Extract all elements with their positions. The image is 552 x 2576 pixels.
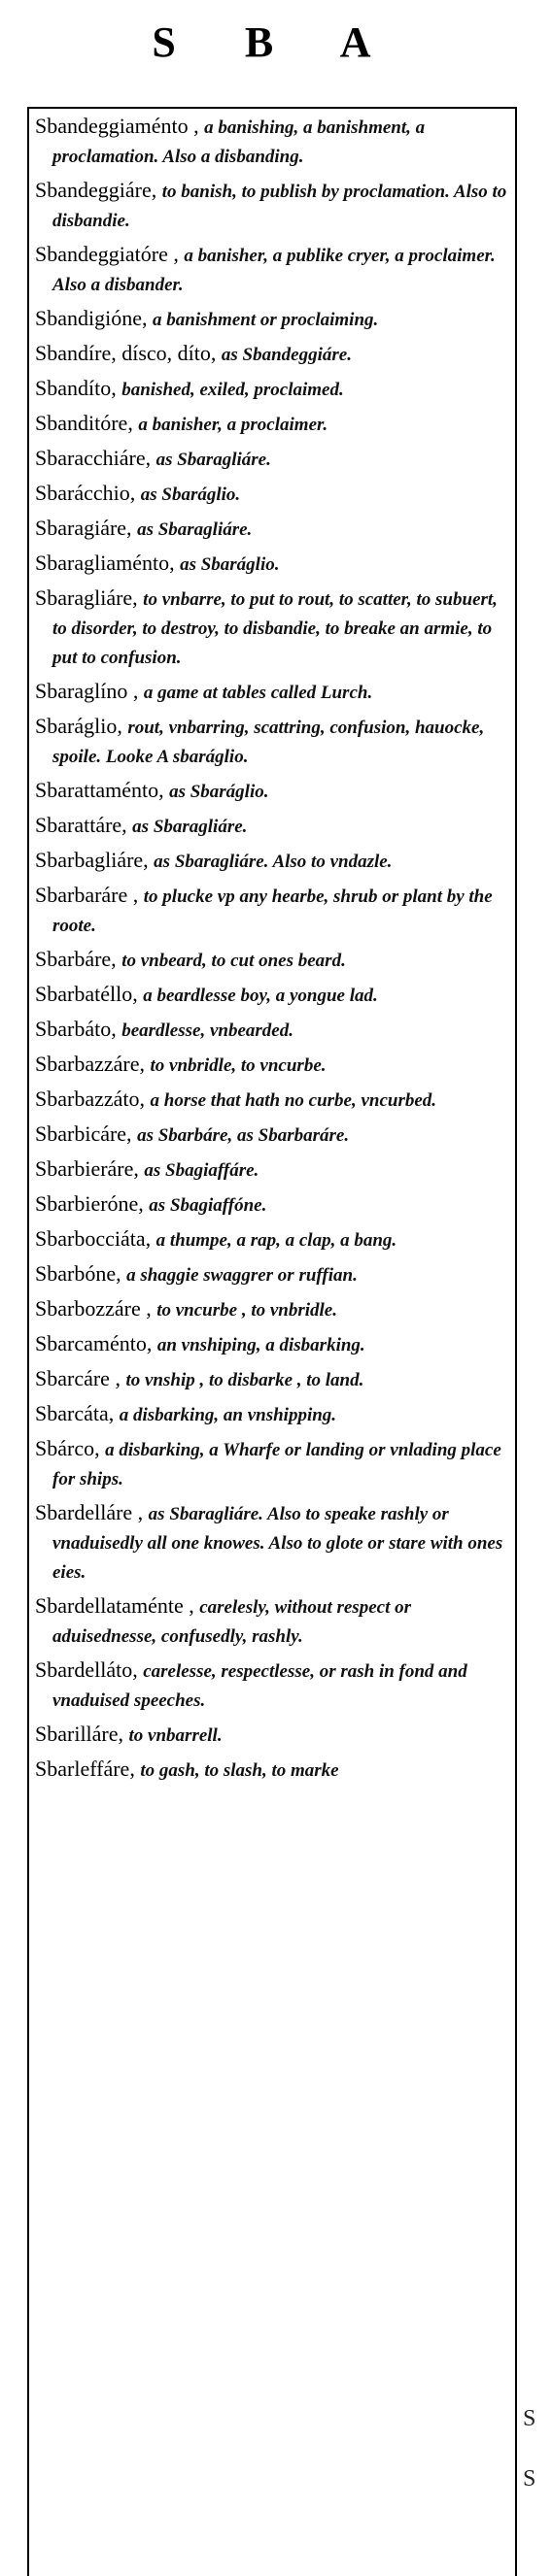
entry-definition: carelesse, respectlesse, or rash in fond and vnaduised speeches. bbox=[52, 1661, 467, 1711]
entry-definition: a disbarking, an vnshipping. bbox=[119, 1405, 337, 1425]
dictionary-entry bbox=[35, 1086, 509, 1115]
dictionary-entry bbox=[35, 585, 509, 672]
dictionary-entry bbox=[35, 847, 509, 876]
entry-headword: Sbarcaménto, bbox=[35, 1331, 153, 1355]
dictionary-entry bbox=[35, 1155, 509, 1185]
entry-headword: Sbarbocciáta, bbox=[35, 1226, 152, 1251]
dictionary-entry bbox=[35, 177, 509, 235]
dictionary-entry bbox=[35, 946, 509, 975]
dictionary-entry bbox=[35, 1190, 509, 1220]
entry-headword: Sbarcáta, bbox=[35, 1401, 115, 1425]
dictionary-entry bbox=[35, 480, 509, 509]
entry-definition: to vnbridle, to vncurbe. bbox=[150, 1055, 327, 1076]
left-column-rule bbox=[27, 107, 29, 2576]
entry-headword: Sbarattaménto, bbox=[35, 778, 164, 802]
entry-definition: to gash, to slash, to marke bbox=[140, 1760, 339, 1781]
entry-headword: Sbaragiáre, bbox=[35, 516, 132, 540]
top-rule bbox=[27, 107, 517, 109]
entry-definition: a disbarking, a Wharfe or landing or vnlading place for ships. bbox=[52, 1440, 501, 1489]
entry-definition: a shaggie swaggrer or ruffian. bbox=[126, 1265, 358, 1286]
entry-definition: as Sbaragliáre. bbox=[137, 519, 253, 540]
entry-headword: Sbarbieráre, bbox=[35, 1156, 139, 1181]
dictionary-entry bbox=[35, 550, 509, 579]
entry-definition: rout, vnbarring, scattring, confusion, hauocke, spoile. Looke A sbaráglio. bbox=[52, 718, 485, 767]
entry-headword: Sbarbagliáre, bbox=[35, 848, 149, 872]
entry-headword: Sbarattáre, bbox=[35, 813, 127, 837]
dictionary-entry bbox=[35, 981, 509, 1010]
entry-definition: to plucke vp any hearbe, shrub or plant by the roote. bbox=[52, 887, 493, 936]
dictionary-entry bbox=[35, 410, 509, 439]
entry-definition: to banish, to publish by proclamation. Also to disbandie. bbox=[52, 182, 507, 231]
entry-headword: Sbarbazzáre, bbox=[35, 1052, 145, 1076]
entry-headword: Sbaragliaménto, bbox=[35, 551, 175, 575]
entry-definition: as Sbaragliáre. bbox=[132, 817, 248, 837]
dictionary-entry bbox=[35, 1295, 509, 1324]
entry-headword: Sbarbatéllo, bbox=[35, 982, 138, 1006]
entry-headword: Sbandíre, dísco, díto, bbox=[35, 341, 217, 365]
entry-headword: Sbardelláre , bbox=[35, 1500, 144, 1524]
dictionary-entry bbox=[35, 882, 509, 940]
dictionary-entry bbox=[35, 1721, 509, 1750]
entry-definition: as Sbagiaffóne. bbox=[149, 1195, 267, 1216]
dictionary-entry bbox=[35, 241, 509, 299]
entry-definition: beardlesse, vnbearded. bbox=[121, 1020, 293, 1041]
entry-definition: to vnbarrell. bbox=[128, 1725, 223, 1746]
entry-headword: Sbarbáre, bbox=[35, 947, 117, 971]
entry-headword: Sbarbaráre , bbox=[35, 883, 139, 907]
entry-headword: Sbarilláre, bbox=[35, 1722, 124, 1746]
entry-definition: as Sbaráglio. bbox=[180, 554, 280, 575]
margin-edge-letters bbox=[523, 2389, 535, 2509]
entry-definition: as Sbaragliáre. Also to speake rashly or vnaduisedly all one knowes. Also to glote or stare with ones eies. bbox=[52, 1504, 503, 1583]
entry-definition: to vncurbe , to vnbridle. bbox=[156, 1300, 337, 1321]
entry-definition: a horse that hath no curbe, vncurbed. bbox=[150, 1090, 437, 1111]
entry-headword: Sbandíto, bbox=[35, 376, 117, 400]
entry-headword: Sbarbóne, bbox=[35, 1261, 121, 1286]
entry-headword: Sbandeggiatóre , bbox=[35, 242, 179, 266]
entry-headword: Sbardelláto, bbox=[35, 1657, 138, 1682]
dictionary-entry bbox=[35, 678, 509, 707]
entry-headword: Sbaracchiáre, bbox=[35, 446, 152, 470]
entry-headword: Sbandeggiaménto , bbox=[35, 114, 199, 138]
dictionary-entry bbox=[35, 1499, 509, 1587]
entry-headword: Sbandigióne, bbox=[35, 306, 148, 330]
dictionary-entry bbox=[35, 515, 509, 544]
entry-definition: a banisher, a proclaimer. bbox=[138, 415, 328, 435]
entry-definition: as Sbaráglio. bbox=[169, 782, 269, 802]
dictionary-entry bbox=[35, 1365, 509, 1394]
entry-headword: Sbarbieróne, bbox=[35, 1191, 144, 1216]
entry-headword: Sbandeggiáre, bbox=[35, 178, 157, 202]
entry-definition: a banisher, a publike cryer, a proclaimer. Also a disbander. bbox=[52, 246, 496, 295]
dictionary-entry bbox=[35, 1051, 509, 1080]
dictionary-entry bbox=[35, 1435, 509, 1493]
page-header: S B A bbox=[152, 18, 400, 66]
entry-definition: as Sbaragliáre. bbox=[155, 450, 271, 470]
entry-headword: Sbaráglio, bbox=[35, 714, 122, 738]
dictionary-entries bbox=[35, 113, 509, 1790]
entry-headword: Sbanditóre, bbox=[35, 411, 133, 435]
entry-headword: Sbarbazzáto, bbox=[35, 1087, 145, 1111]
entry-headword: Sbarcáre , bbox=[35, 1366, 121, 1390]
right-column-rule bbox=[515, 107, 517, 2576]
entry-definition: a game at tables called Lurch. bbox=[143, 683, 373, 703]
dictionary-entry bbox=[35, 1592, 509, 1651]
dictionary-entry bbox=[35, 1400, 509, 1429]
dictionary-entry bbox=[35, 1121, 509, 1150]
entry-definition: a banishing, a banishment, a proclamation. Also a disbanding. bbox=[52, 117, 426, 167]
dictionary-entry bbox=[35, 812, 509, 841]
entry-definition: as Sbandeggiáre. bbox=[221, 345, 352, 365]
dictionary-entry bbox=[35, 375, 509, 404]
dictionary-entry bbox=[35, 305, 509, 334]
dictionary-entry bbox=[35, 777, 509, 806]
dictionary-entry bbox=[35, 1330, 509, 1359]
entry-definition: as Sbaragliáre. Also to vndazle. bbox=[154, 852, 393, 872]
entry-definition: as Sbagiaffáre. bbox=[144, 1160, 259, 1181]
dictionary-entry bbox=[35, 1260, 509, 1289]
entry-definition: carelesly, without respect or aduisednesse, confusedly, rashly. bbox=[52, 1597, 411, 1647]
entry-headword: Sbarbicáre, bbox=[35, 1121, 132, 1146]
entry-definition: to vnbeard, to cut ones beard. bbox=[121, 951, 346, 971]
entry-definition: an vnshiping, a disbarking. bbox=[156, 1335, 365, 1355]
entry-definition: banished, exiled, proclaimed. bbox=[121, 380, 344, 400]
entry-definition: a thumpe, a rap, a clap, a bang. bbox=[155, 1230, 397, 1251]
dictionary-entry bbox=[35, 340, 509, 369]
entry-headword: Sbaraglíno , bbox=[35, 679, 139, 703]
entry-headword: Sbaragliáre, bbox=[35, 585, 138, 610]
entry-headword: Sbarleffáre, bbox=[35, 1756, 135, 1781]
entry-headword: Sbarácchio, bbox=[35, 481, 136, 505]
entry-definition: as Sbaráglio. bbox=[140, 485, 241, 505]
entry-headword: Sbarbozzáre , bbox=[35, 1296, 152, 1321]
edge-letter: S bbox=[523, 2466, 536, 2492]
edge-letter: S bbox=[523, 2406, 536, 2431]
dictionary-entry bbox=[35, 445, 509, 474]
entry-definition: a beardlesse boy, a yongue lad. bbox=[143, 986, 378, 1006]
entry-definition: a banishment or proclaiming. bbox=[153, 310, 379, 330]
entry-definition: as Sbarbáre, as Sbarbaráre. bbox=[137, 1125, 350, 1146]
dictionary-entry bbox=[35, 1656, 509, 1715]
entry-definition: to vnbarre, to put to rout, to scatter, to subuert, to disorder, to destroy, to disbandie, to breake an armie, to put to confusion. bbox=[52, 589, 498, 668]
dictionary-entry bbox=[35, 113, 509, 171]
entry-headword: Sbarbáto, bbox=[35, 1017, 117, 1041]
dictionary-entry bbox=[35, 1756, 509, 1785]
dictionary-entry bbox=[35, 1225, 509, 1255]
dictionary-entry bbox=[35, 713, 509, 771]
entry-headword: Sbardellataménte , bbox=[35, 1593, 194, 1618]
entry-headword: Sbárco, bbox=[35, 1436, 100, 1460]
entry-definition: to vnship , to disbarke , to land. bbox=[125, 1370, 364, 1390]
dictionary-entry bbox=[35, 1016, 509, 1045]
